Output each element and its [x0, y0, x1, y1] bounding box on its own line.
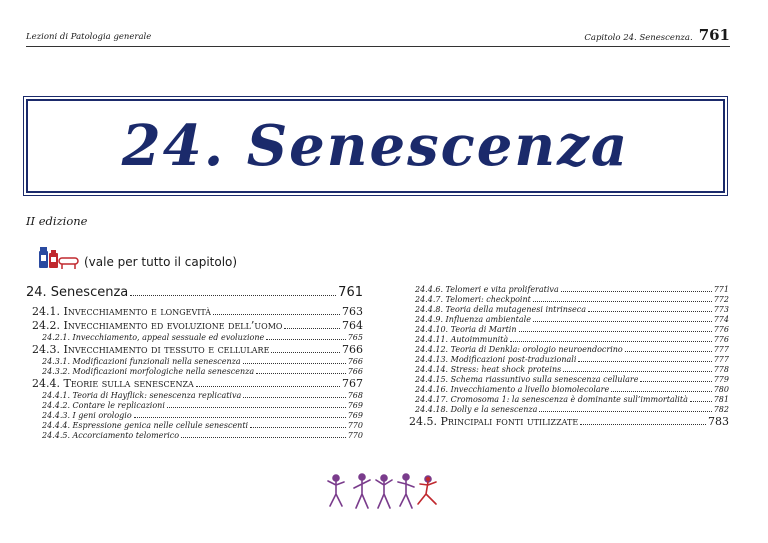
toc-entry-title: 24.2.1. Invecchiamento, appeal sessuale ed evoluzione [42, 333, 265, 342]
toc-entry[interactable] [26, 357, 363, 367]
toc-leader-dots [134, 417, 346, 418]
toc-entry-page: 777 [713, 345, 729, 354]
toc-leader-dots [561, 291, 712, 292]
logo-caption: (vale per tutto il capitolo) [84, 255, 238, 269]
toc-entry-page: 779 [713, 375, 729, 384]
edition-label: II edizione [26, 214, 88, 228]
toc-entry-title: 24.4.2. Contare le replicazioni [42, 401, 165, 410]
toc-entry[interactable] [409, 415, 729, 429]
toc-entry-title: 24.3.1. Modificazioni funzionali nella senescenza [42, 357, 241, 366]
toc-entry[interactable] [26, 333, 363, 343]
toc-entry-page: 783 [708, 415, 729, 428]
toc-entry-title: 24.4.11. Autoimmunità [415, 335, 509, 344]
toc-entry-title: 24.4.18. Dolly e la senescenza [415, 405, 538, 414]
toc-leader-dots [533, 301, 712, 302]
toc-leader-dots [690, 401, 712, 402]
toc-entry-page: 768 [347, 391, 363, 400]
toc-entry-page: 766 [347, 357, 363, 366]
toc-leader-dots [213, 314, 340, 315]
toc-leader-dots [196, 386, 340, 387]
toc-entry-page: 774 [713, 315, 729, 324]
toc-entry-page: 772 [713, 295, 729, 304]
dancing-figures-icon [322, 470, 442, 514]
running-header-left: Lezioni di Patologia generale [26, 32, 152, 42]
toc-entry-title: 24.4.7. Telomeri: checkpoint [415, 295, 531, 304]
toc-entry-page: 773 [713, 305, 729, 314]
toc-entry-page: 765 [347, 333, 363, 342]
toc-entry[interactable] [409, 325, 729, 335]
toc-entry[interactable] [409, 295, 729, 305]
toc-entry[interactable] [409, 285, 729, 295]
header-rule [26, 46, 730, 47]
toc-entry[interactable] [409, 405, 729, 415]
toc-entry-title: 24.4.6. Telomeri e vita proliferativa [415, 285, 559, 294]
toc-entry-page: 763 [342, 305, 363, 318]
toc-entry[interactable] [409, 385, 729, 395]
toc-entry-title: 24.4.15. Schema riassuntivo sulla senescenza cellulare [415, 375, 639, 384]
running-header-right [584, 26, 730, 44]
toc-entry[interactable] [409, 315, 729, 325]
toc-entry-title: 24.4. Teorie sulla senescenza [32, 377, 194, 390]
toc-leader-dots [130, 295, 336, 296]
toc-entry[interactable] [26, 285, 363, 305]
toc-entry[interactable] [26, 343, 363, 357]
chapter-title: 24. Senescenza [121, 113, 630, 179]
toc-entry-title: 24. Senescenza [26, 285, 129, 300]
toc-entry-title: 24.4.3. I geni orologio [42, 411, 132, 420]
toc-leader-dots [181, 437, 346, 438]
toc-entry-page: 778 [713, 365, 729, 374]
toc-entry-page: 766 [347, 367, 363, 376]
toc-entry-title: 24.4.14. Stress: heat shock proteins [415, 365, 562, 374]
toc-leader-dots [256, 373, 346, 374]
toc-entry-title: 24.3.2. Modificazioni morfologiche nella senescenza [42, 367, 255, 376]
toc-entry[interactable] [26, 411, 363, 421]
toc-entry-title: 24.4.17. Cromosoma 1: la senescenza è dominante sull’immortalità [415, 395, 688, 404]
toc-entry[interactable] [26, 367, 363, 377]
toc-entry[interactable] [409, 355, 729, 365]
toc-entry-page: 770 [347, 421, 363, 430]
toc-entry[interactable] [409, 365, 729, 375]
toc-entry[interactable] [26, 377, 363, 391]
chapter-label: Capitolo 24. Senescenza. [584, 33, 693, 43]
toc-leader-dots [563, 371, 712, 372]
toc-leader-dots [167, 407, 346, 408]
toc-entry[interactable] [409, 395, 729, 405]
toc-entry-title: 24.4.1. Teoria di Hayflick: senescenza replicativa [42, 391, 242, 400]
toc-entry[interactable] [26, 421, 363, 431]
toc-leader-dots [539, 411, 711, 412]
toc-entry-title: 24.5. Principali fonti utilizzate [409, 415, 579, 428]
toc-entry-page: 770 [347, 431, 363, 440]
toc-entry[interactable] [26, 305, 363, 319]
toc-entry-title: 24.3. Invecchiamento di tessuto e cellulare [32, 343, 270, 356]
toc-entry[interactable] [26, 401, 363, 411]
toc-entry[interactable] [26, 431, 363, 441]
toc-leader-dots [243, 397, 345, 398]
toc-entry[interactable] [409, 375, 729, 385]
page-number: 761 [698, 26, 730, 44]
toc-leader-dots [625, 351, 712, 352]
toc-leader-dots [510, 341, 712, 342]
toc-leader-dots [243, 363, 346, 364]
toc-left-column [26, 285, 363, 441]
toc-entry-title: 24.4.8. Teoria della mutagenesi intrinseca [415, 305, 586, 314]
toc-leader-dots [533, 321, 712, 322]
toc-right-column [409, 285, 729, 429]
toc-entry-page: 761 [338, 285, 363, 300]
toc-leader-dots [250, 427, 346, 428]
toc-entry-page: 780 [713, 385, 729, 394]
toc-entry-title: 24.4.4. Espressione genica nelle cellule senescenti [42, 421, 249, 430]
toc-entry-title: 24.4.10. Teoria di Martin [415, 325, 517, 334]
toc-entry-title: 24.4.16. Invecchiamento a livello biomolecolare [415, 385, 610, 394]
toc-leader-dots [588, 311, 712, 312]
toc-entry-page: 771 [713, 285, 729, 294]
toc-entry-page: 769 [347, 401, 363, 410]
toc-entry-title: 24.4.9. Influenza ambientale [415, 315, 531, 324]
toc-entry-page: 777 [713, 355, 729, 364]
toc-leader-dots [271, 352, 340, 353]
toc-entry-title: 24.2. Invecchiamento ed evoluzione dell’uomo [32, 319, 283, 332]
toc-entry-title: 24.4.5. Accorciamento telomerico [42, 431, 180, 440]
toc-entry-page: 776 [713, 325, 729, 334]
toc-leader-dots [580, 424, 706, 425]
toc-leader-dots [611, 391, 712, 392]
toc-leader-dots [266, 339, 346, 340]
toc-entry-page: 782 [713, 405, 729, 414]
pharmacy-bottles-icon [38, 244, 80, 270]
toc-entry-page: 764 [342, 319, 363, 332]
toc-leader-dots [640, 381, 711, 382]
toc-leader-dots [578, 361, 711, 362]
toc-entry[interactable] [26, 319, 363, 333]
toc-entry-page: 769 [347, 411, 363, 420]
toc-entry[interactable] [409, 305, 729, 315]
chapter-title-box [26, 99, 725, 193]
toc-entry-title: 24.1. Invecchiamento e longevità [32, 305, 212, 318]
toc-entry-title: 24.4.12. Teoria di Denkla: orologio neuroendocrino [415, 345, 623, 354]
toc-entry-page: 781 [713, 395, 729, 404]
toc-entry-page: 767 [342, 377, 363, 390]
toc-entry[interactable] [409, 345, 729, 355]
toc-entry[interactable] [409, 335, 729, 345]
toc-entry-page: 776 [713, 335, 729, 344]
toc-entry-page: 766 [342, 343, 363, 356]
toc-entry[interactable] [26, 391, 363, 401]
toc-leader-dots [284, 328, 340, 329]
toc-entry-title: 24.4.13. Modificazioni post-traduzionali [415, 355, 577, 364]
toc-leader-dots [519, 331, 712, 332]
